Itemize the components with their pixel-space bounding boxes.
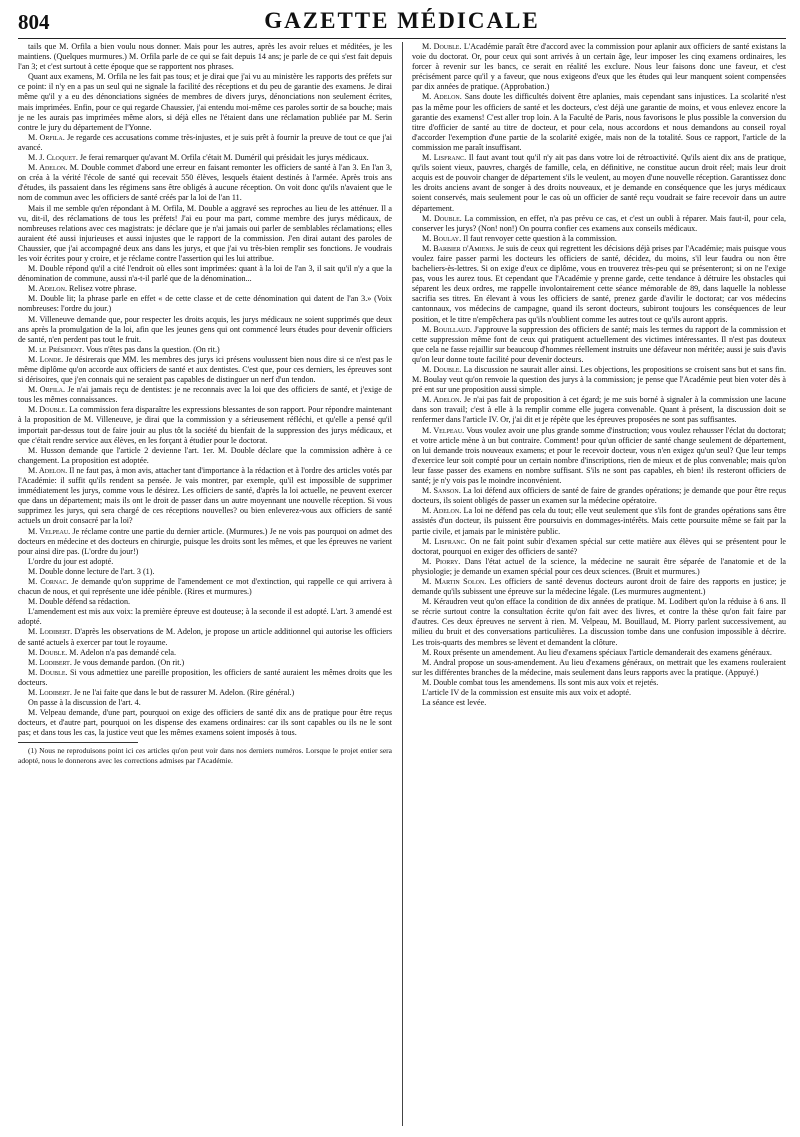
paragraph-text: Vous voulez avoir une plus grande somme d'instruction; vous voulez rehausser l'éclat du doctorat; et votre article mène à un but contraire. Comment! pour qu'un officier de santé change seulement de département, on lui demande trois nouveaux examens; et pour le recevoir docteur, vous n'en exigez qu'un seul? Que leur temps d'exercice leur soit compté pour un certain nombre d'inscriptions, rien de mieux et de plus convenable; mais qu'on leur fasse passer des examens en nombre suffisant. S'ils ne sont pas capables, eh bien! ils resteront officiers de santé; je n'y vois pas le moindre inconvénient. — [412, 425, 786, 486]
speaker-name: M. Adelon. — [422, 506, 462, 516]
paragraph — [412, 234, 786, 244]
paragraph-text: Je regarde ces accusations comme très-injustes, et je suis prêt à fournir la preuve de tout ce que j'ai avancé. — [18, 132, 392, 152]
speaker-name: M. Adelon. — [422, 395, 462, 405]
speaker-name: M. Londe. — [28, 354, 64, 364]
speaker-name: M. Double. — [28, 647, 68, 657]
paragraph — [18, 133, 392, 153]
speaker-name: M. Adelon. — [28, 465, 68, 475]
speaker-name: M. Double. — [422, 213, 462, 223]
paragraph-text: Si vous admettiez une pareille proposition, les officiers de santé auraient les mêmes droits que les docteurs. — [18, 667, 392, 687]
speaker-name: M. Adelon. — [28, 163, 68, 173]
speaker-name: M. Lisfranc. — [422, 536, 467, 546]
speaker-name: M. Barbier d'Amiens. — [422, 243, 496, 253]
footnote — [18, 742, 392, 765]
paragraph — [18, 446, 392, 466]
speaker-name: M. le Président. — [28, 344, 85, 354]
paragraph-text: M. Adelon n'a pas demandé cela. — [69, 647, 177, 657]
paragraph — [18, 204, 392, 265]
paragraph-text: D'après les observations de M. Adelon, je propose un article additionnel qui autorise les officiers de santé actuels à exercer par tout le royaume. — [18, 627, 392, 647]
paragraph — [412, 678, 786, 688]
paragraph-text: L'ordre du jour est adopté. — [28, 556, 114, 566]
paragraph-text: M. Double lit; la phrase parle en effet « de cette classe et de cette dénomination qui datent de l'an 3.» (Voix nombreuses: l'ordre du jour.) — [18, 294, 392, 314]
newspaper-page — [18, 8, 786, 1130]
paragraph — [412, 658, 786, 678]
speaker-name: M. Cornac. — [28, 576, 69, 586]
paragraph — [412, 648, 786, 658]
journal-title: GAZETTE MÉDICALE — [264, 8, 540, 33]
paragraph-text: tails que M. Orfila a bien voulu nous donner. Mais pour les autres, après les avoir relues et méditées, je les maintiens. (Quelques murmures.) M. Orfila parle de ce qui se fait depuis 14 ans; je parle de ce qui s'est fait depuis l'an 3; et c'est surtout à cette époque que se rapportent nos phrases. — [18, 42, 392, 72]
speaker-name: M. Piorry. — [422, 556, 461, 566]
paragraph — [18, 153, 392, 163]
paragraph — [412, 244, 786, 325]
paragraph — [18, 708, 392, 738]
paragraph — [18, 668, 392, 688]
paragraph-text: M. Double répond qu'il a cité l'endroit où elles sont imprimées: quant à la loi de l'an 3, il sait qu'il n'y a que la dénomination de commune, aussi n'a-t-il parlé que de la dénomination... — [18, 264, 392, 284]
paragraph — [412, 698, 786, 708]
right-column — [412, 42, 786, 1128]
paragraph — [18, 627, 392, 647]
paragraph-text: L'Académie paraît être d'accord avec la commission pour aplanir aux officiers de santé existans la voie du doctorat. Or, pour ceux qui sont arrivés à un certain âge, leur imposer les cinq examens ordinaires, les forcer à revenir sur les bancs, ce serait en réalité les exclure. Nous leur faisons donc une faveur, et c'est précisément parce qu'il y a faveur, que nous exigeons d'eux que les études qui leur manquent soient compensées par dix années de pratique. (Approbation.) — [412, 42, 786, 92]
paragraph — [18, 557, 392, 567]
paragraph-text: La discussion ne saurait aller ainsi. Les objections, les propositions se croisent sans but et sans fin. M. Boulay veut qu'on renvoie la question des jurys à la commission; je pense que l'Académie peut bien voter dès à pré ent sur une proposition aussi simple. — [412, 365, 786, 395]
paragraph — [18, 284, 392, 294]
paragraph-text: M. Villeneuve demande que, pour respecter les droits acquis, les jurys médicaux ne soient supprimés que deux ans après la promulgation de la loi, afin que les jeunes gens qui ont commencé leurs études pour devenir officiers de santé, n'en perdent pas tout le fruit. — [18, 314, 392, 344]
paragraph — [412, 395, 786, 425]
speaker-name: M. Adelon. — [28, 284, 67, 294]
speaker-name: M. Double. — [422, 42, 462, 51]
paragraph — [18, 264, 392, 284]
speaker-name: M. Adelon. — [422, 92, 462, 102]
speaker-name: M. Boulay. — [422, 233, 462, 243]
speaker-name: M. Lisfranc. — [422, 153, 467, 163]
paragraph-text: On ne fait point subir d'examen spécial sur cette matière aux élèves qui se présentent pour le doctorat, pourquoi en exiger des officiers de santé? — [412, 536, 786, 556]
left-column — [18, 42, 392, 1128]
paragraph-text: M. Double défend sa rédaction. — [28, 597, 131, 607]
paragraph-text: Les officiers de santé devenus docteurs auront droit de faire des rapports en justice; je demande qu'ils subissent une épreuve sur la médecine légale. (Les murmures augmentent.) — [412, 576, 786, 597]
paragraph — [18, 648, 392, 658]
paragraph — [412, 92, 786, 153]
paragraph — [412, 153, 786, 214]
speaker-name: M. Double. — [422, 365, 462, 374]
speaker-name: M. Double. — [28, 667, 68, 677]
paragraph — [18, 527, 392, 557]
speaker-name: M. Sanson. — [422, 486, 461, 496]
paragraph-text: Mais il me semble qu'en répondant à M. Orfila, M. Double a aggravé ses reproches au lieu de les atténuer. Il a vu, dit-il, des réclamations de tous les préfets! J'ai eu pour ma part, comme membre des jurys médicaux, de nombreuses relations avec ces magistrats: je déclare que je n'ai jamais oui parler de semblables réclamations; elles auraient été aussi injurieuses et aussi injustes que le rapport de la commission. J'en dirai autant des paroles de Chaussier, que j'ai accompagné deux ans dans les jurys, et que j'ai vu très-bien remplir ses fonctions. Je voudrais les voir écrites pour y croire, et je réclame contre l'assertion qui les lui attribue. — [18, 203, 392, 263]
paragraph-text: Je vous demande pardon. (On rit.) — [73, 657, 185, 667]
paragraph — [18, 315, 392, 345]
paragraph — [18, 294, 392, 314]
speaker-name: M. Martin Solon. — [422, 576, 487, 586]
paragraph — [18, 385, 392, 405]
paragraph — [18, 698, 392, 708]
paragraph — [18, 577, 392, 597]
paragraph-text: M. Kéraudren veut qu'on efface la condition de dix années de pratique. M. Lodibert qu'on la réduise à 6 ans. Il se récrie surtout contre la consultation écrite qu'on fait avec des livres, et contre la thèse qu'on fait faire par d'autres. Ces deux épreuves ne servent à rien. M. Velpeau, M. Bouillaud, M. Piorry parlent successivement, au milieu du bruit et des conversations particulières. La discussion tombe dans une confusion impossible à décrire. Les trois-quarts des membres se lèvent et demandent la clôture. — [412, 597, 786, 647]
paragraph-text: La loi défend aux officiers de santé de faire de grandes opérations; je demande que pour être reçus docteurs, ils soient obligés de passer un examen sur la médecine opératoire. — [412, 486, 786, 506]
paragraph-text: M. Husson demande que l'article 2 devienne l'art. 1er. M. Double déclare que la commission adhère à ce changement. La proposition est adoptée. — [18, 445, 392, 465]
paragraph — [412, 557, 786, 577]
paragraph-text: M. Roux présente un amendement. Au lieu d'examens spéciaux l'article demanderait des examens généraux. — [422, 647, 772, 657]
paragraph — [412, 537, 786, 557]
paragraph-text: J'approuve la suppression des officiers de santé; mais les termes du rapport de la commission et cette suppression même font de ceux qui pratiquent actuellement des victimes intéressantes. Il n'est pas douteux que cela ne fasse rejaillir sur beaucoup d'hommes réellement instruits une défaveur non méritée; aussi je suis d'avis qu'on leur donne toute facilité pour devenir docteurs. — [412, 324, 786, 364]
paragraph — [18, 163, 392, 203]
speaker-name: M. Orfila. — [28, 132, 65, 142]
paragraph — [412, 365, 786, 395]
right-paragraphs — [412, 42, 786, 708]
paragraph-text: Je demande qu'on supprime de l'amendement ce mot d'extinction, qui rappelle ce qui arrivera à chacun de nous, et qui représente une idée pénible. (Rires et murmures.) — [18, 576, 392, 597]
paragraph-text: Je réclame contre une partie du dernier article. (Murmures.) Je ne vois pas pourquoi on admet des docteurs en médecine et des docteurs en chirurgie, puisque les droits sont les mêmes, et que les épreuves ne varient pour ainsi dire pas. (L'ordre du jour!) — [18, 526, 392, 556]
paragraph — [18, 688, 392, 698]
speaker-name: M. Orfila. — [28, 385, 66, 395]
paragraph-text: La loi ne défend pas cela du tout; elle veut seulement que s'ils font de grandes opérations sans être assistés d'un docteur, ils puissent être poursuivis en dommages-intérêts. Mais cette poursuite même se fait par la partie civile, et jamais par le ministère public. — [412, 506, 786, 536]
paragraph — [18, 345, 392, 355]
speaker-name: M. J. Cloquet. — [28, 153, 78, 163]
footnote-text: (1) Nous ne reproduisons point ici ces articles qu'on peut voir dans nos derniers numéros. Lorsque le projet entier sera adopté, nous le donnerons avec les corrections admises par l'Académie. — [18, 746, 392, 765]
paragraph — [412, 325, 786, 365]
paragraph — [412, 506, 786, 536]
paragraph-text: Je n'ai jamais reçu de dentistes: je ne reconnais avec la loi que des officiers de santé, et j'exige de tous les mêmes connaissances. — [18, 385, 392, 405]
footnote-rule — [18, 742, 138, 743]
paragraph-text: La commission fera disparaître les expressions blessantes de son rapport. Pour répondre maintenant à la proposition de M. Villeneuve, je dirai que la commission y a sérieusement réfléchi, et qu'elle a pensé qu'il importait par-dessus tout de faire jouir au plus tôt la société du bienfait de la suppression des jurys médicaux, et que c'était rendre service aux élèves, en les forçant à étudier pour le doctorat. — [18, 405, 392, 445]
paragraph-text: M. Double donne lecture de l'art. 3 (1). — [28, 566, 155, 576]
paragraph-text: M. Double commet d'abord une erreur en faisant remonter les officiers de santé à l'an 3. En l'an 3, on créa à la vérité l'école de santé qui recevait 550 élèves, lesquels étaient destinés à l'armée. Après trois ans d'études, ils passaient dans les régimens sans être obligés à aucune réception. On voit donc qu'ils n'avaient que le nom de commun avec les officiers de santé créés par la loi de l'an 11. — [18, 163, 392, 203]
paragraph-text: Je ne l'ai faite que dans le but de rassurer M. Adelon. (Rire général.) — [73, 688, 295, 697]
paragraph — [18, 597, 392, 607]
paragraph-text: Je n'ai pas fait de proposition à cet égard; je me suis borné à signaler à la commission une lacune dans son travail; c'est à elle à la remplir comme elle jugera convenable. Quant à présent, la discussion doit se renfermer dans l'article IV. Or, j'ai dit et je répète que les épreuves proposées ne sont pas suffisantes. — [412, 395, 786, 425]
paragraph-text: Dans l'état actuel de la science, la médecine ne saurait être séparée de l'anatomie et de la physiologie; je demande un examen spécial pour ces deux sciences. (Bruit et murmures.) — [412, 556, 786, 576]
paragraph-text: Quant aux examens, M. Orfila ne les fait pas tous; et je dirai que j'ai vu au ministère les rapports des préfets sur ce point: il n'y en a pas un seul qui ne signale la facilité des réceptions et du peu de garantie des examens. Je dirai même qu'il y a eu des dénonciations signées de membres de divers jurys, dénonciations non seulement écrites, mais imprimées. Enfin, pour ce qui regarde Chaussier, j'ai entendu moi-même ces paroles sortir de sa bouche; mais je ne les aurais pas imprimées même alors, si déjà elles ne l'étaient dans une réclamation publiée par M. Serin contre le jury du département de l'Yonne. — [18, 72, 392, 132]
paragraph-text: M. Velpeau demande, d'une part, pourquoi on exige des officiers de santé dix ans de pratique pour être reçus docteurs, et d'autre part, pourquoi on les dispense des examens ordinaires: car ils sont capables ou ils ne le sont pas; et dans tous les cas, la justice veut que les mêmes examens soient imposés à tous. — [18, 708, 392, 738]
speaker-name: M. Double. — [28, 405, 68, 415]
paragraph-text: M. Double combat tous les amendemens. Ils sont mis aux voix et rejetés. — [422, 677, 659, 687]
paragraph — [18, 405, 392, 445]
speaker-name: M. Lodibert. — [28, 627, 73, 637]
paragraph-text: Il faut avant tout qu'il n'y ait pas dans votre loi de rétroactivité. Qu'ils aient dix ans de pratique, qu'ils soient vieux, pauvres, chargés de famille, cela, en définitive, ne constitue aucun droit réel; mais leur droit acquis est de pouvoir changer de département s'ils le veulent, au moyen d'une nouvelle réception. Garantissez donc les droits anciens avant de songer à des droits nouveaux, et je demande en conséquence que les jurys médicaux soient conservés, mais seulement pour le cas où un officier de santé reçu voudrait se faire recevoir dans un autre département. — [412, 153, 786, 213]
speaker-name: M. Lodibert. — [28, 688, 72, 697]
paragraph — [18, 567, 392, 577]
paragraph — [412, 688, 786, 698]
page-header — [18, 8, 786, 39]
left-paragraphs — [18, 42, 392, 738]
paragraph-text: Vous n'êtes pas dans la question. (On rit.) — [86, 344, 220, 354]
paragraph — [18, 72, 392, 133]
paragraph — [412, 214, 786, 234]
paragraph-text: Je ferai remarquer qu'avant M. Orfila c'était M. Duméril qui présidait les jurys médicaux. — [79, 153, 369, 163]
column-divider — [402, 42, 403, 1126]
page-number: 804 — [18, 10, 50, 34]
speaker-name: M. Velpeau. — [422, 425, 465, 435]
paragraph — [412, 597, 786, 647]
paragraph-text: Il ne faut pas, à mon avis, attacher tant d'importance à la rédaction et à l'ordre des articles votés par l'Académie: il suffit qu'ils rendent sa pensée. Je vais montrer, par exemple, qu'il est impossible de supprimer immédiatement les jurys, comme vous le désirez. Les officiers de santé, d'après la loi actuelle, ne peuvent exercer que dans un département; mais ils ont le droit de passer dans un autre moyennant une nouvelle réception. Si vous supprimez les jurys, qui sera chargé de ces réceptions nouvelles? ou bien enleverez-vous aux officiers de santé actuels un droit consacré par la loi? — [18, 465, 392, 526]
paragraph-text: La séance est levée. — [422, 698, 487, 708]
paragraph — [18, 466, 392, 527]
paragraph-text: L'amendement est mis aux voix: la première épreuve est douteuse; à la seconde il est adopté. L'art. 3 amendé est adopté. — [18, 607, 392, 627]
paragraph-text: L'article IV de la commission est ensuite mis aux voix et adopté. — [422, 688, 631, 697]
paragraph-text: M. Andral propose un sous-amendement. Au lieu d'examens généraux, on mettrait que les examens rouleraient sur les différentes branches de la médecine, mais seulement dans leurs rapports avec la pratique. (Appuyé.) — [412, 657, 786, 677]
paragraph — [18, 607, 392, 627]
paragraph — [18, 355, 392, 385]
article-body — [18, 42, 786, 1128]
speaker-name: M. Bouillaud. — [422, 324, 472, 334]
paragraph — [18, 42, 392, 72]
paragraph-text: Sans doute les difficultés doivent être aplanies, mais cependant sans injustices. La scolarité n'est pas la même pour les officiers de santé et les docteurs, c'est déjà une garantie de moins, et vous enlevez encore la garantie des examens! C'est aller trop loin. A la Faculté de Paris, nous favorisons le plus possible la conversion du titre d'officier de santé au titre de docteur, et pour cela, nous accordons et nous demandons au conseil royal d'accorder l'exemption d'une partie de la scolarité exigée, mais non de la totalité. Sous ce rapport, l'article de la commission me paraît insuffisant. — [412, 92, 786, 152]
paragraph — [18, 658, 392, 668]
paragraph — [412, 486, 786, 506]
paragraph-text: Je suis de ceux qui regrettent les décisions déjà prises par l'Académie; mais puisque vous voulez faire passer parmi les docteurs les officiers de santé, décidez, du moins, s'il leur faudra ou non être bacheliers-ès-lettres. Si on exige d'eux ce diplôme, vous en trouverez très-peu qui se présenteront; si on ne l'exige pas, vous les aurez tous. Et cependant que l'Académie y prenne garde, cette tendance à détruire les obstacles qui séparent les deux ordres, me rappelle involontairement cette séance mémorable de 89, dans laquelle la noblesse sacrifia ses titres. En élevant à vous les officiers de santé, prenez garde d'avilir le doctorat; car vos médecins cantonnaux, vos médecins de campagne, quand ils seront docteurs, subiront toujours les conséquences de leur position, et le titre n'empêchera pas qu'ils n'oublient comme les autres tout ce qu'ils auront appris. — [412, 243, 786, 324]
paragraph-text: La commission, en effet, n'a pas prévu ce cas, et c'est un oubli à réparer. Mais faut-il, pour cela, conserver les jurys? (Non! non!) On pourra confier ces examens aux conseils médicaux. — [412, 213, 786, 233]
paragraph — [412, 577, 786, 597]
paragraph — [412, 426, 786, 487]
paragraph-text: Il faut renvoyer cette question à la commission. — [463, 233, 617, 243]
paragraph — [412, 42, 786, 92]
speaker-name: M. Lodibert. — [28, 657, 72, 667]
paragraph-text: Je désirerais que MM. les membres des jurys ici présens voulussent bien nous dire si ce n'est pas le même diplôme qu'on accorde aux officiers de santé et aux dentistes. C'est que, pour ces derniers, les épreuves sont si dérisoires, que j'en connais qui ne seraient pas capables de distinguer un nerf d'un tendon. — [18, 354, 392, 385]
speaker-name: M. Velpeau. — [28, 526, 71, 536]
paragraph-text: On passe à la discussion de l'art. 4. — [28, 698, 141, 708]
paragraph-text: Relisez votre phrase. — [69, 284, 137, 294]
